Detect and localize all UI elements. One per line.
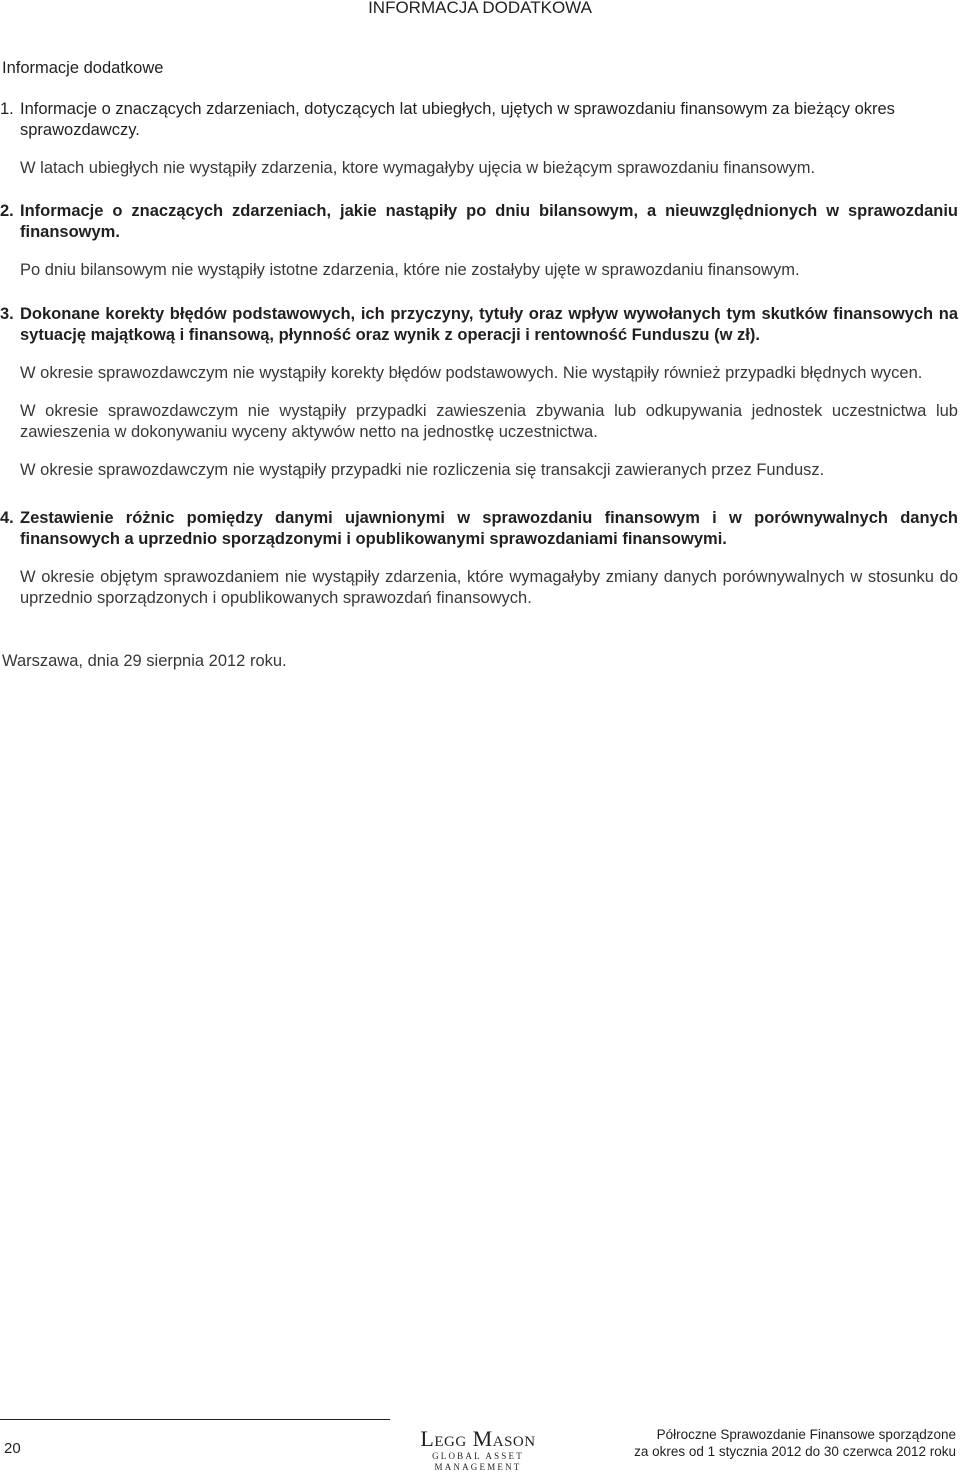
- footer-report-title: [634, 1426, 956, 1460]
- section-4: [0, 508, 958, 609]
- section-paragraph: W okresie sprawozdawczym nie wystąpiły korekty błędów podstawowych. Nie wystąpiły również przypadki błędnych wycen.: [20, 364, 923, 382]
- section-2: [0, 201, 958, 281]
- section-heading: [0, 304, 958, 346]
- logo-tagline: GLOBAL ASSET MANAGEMENT: [432, 1451, 524, 1472]
- footer-report-line-1: Półroczne Sprawozdanie Finansowe sporządzone: [656, 1427, 956, 1442]
- section-heading: [0, 201, 958, 243]
- section-heading-text: Informacje o znaczących zdarzeniach, dotyczących lat ubiegłych, ujętych w sprawozdaniu finansowym za bieżący okres sprawozdawczy.: [20, 100, 895, 139]
- section-heading-text: Informacje o znaczących zdarzeniach, jakie nastąpiły po dniu bilansowym, a nieuwzględnionych w sprawozdaniu finansowym.: [20, 202, 958, 241]
- section-number: 3.: [0, 305, 14, 323]
- signoff-place-date: Warszawa, dnia 29 sierpnia 2012 roku.: [2, 652, 287, 670]
- section-paragraph: W latach ubiegłych nie wystąpiły zdarzenia, ktore wymagałyby ujęcia w bieżącym sprawozdaniu finansowym.: [20, 159, 816, 177]
- logo-wordmark: Legg Mason: [420, 1426, 536, 1451]
- footer-report-line-2: za okres od 1 stycznia 2012 do 30 czerwca 2012 roku: [634, 1444, 956, 1459]
- section-heading: [0, 99, 958, 141]
- footer-divider: [0, 1419, 390, 1420]
- section-3: [0, 304, 958, 481]
- section-number: 1.: [0, 100, 14, 118]
- page-header-title: INFORMACJA DODATKOWA: [368, 0, 592, 17]
- section-paragraph: W okresie sprawozdawczym nie wystąpiły przypadki nie rozliczenia się transakcji zawieranych przez Fundusz.: [20, 461, 825, 479]
- section-number: 2.: [0, 202, 14, 220]
- legg-mason-logo: [402, 1426, 554, 1472]
- section-number: 4.: [0, 509, 14, 527]
- document-subtitle: Informacje dodatkowe: [2, 59, 164, 77]
- section-paragraph: W okresie sprawozdawczym nie wystąpiły przypadki zawieszenia zbywania lub odkupywania jednostek uczestnictwa lub zawieszenia w dokonywaniu wyceny aktywów netto na jednostkę uczestnictwa.: [20, 402, 958, 441]
- section-heading-text: Dokonane korekty błędów podstawowych, ich przyczyny, tytuły oraz wpływ wywołanych tym skutków finansowych na sytuację majątkową i finansową, płynność oraz wynik z operacji i rentowność Funduszu (w zł).: [20, 305, 958, 344]
- section-paragraph: W okresie objętym sprawozdaniem nie wystąpiły zdarzenia, które wymagałyby zmiany danych porównywalnych w stosunku do uprzednio sporządzonych i opublikowanych sprawozdań finansowych.: [20, 568, 958, 607]
- section-paragraph: Po dniu bilansowym nie wystąpiły istotne zdarzenia, które nie zostałyby ujęte w sprawozdaniu finansowym.: [20, 261, 800, 279]
- section-heading-text: Zestawienie różnic pomiędzy danymi ujawnionymi w sprawozdaniu finansowym i w porównywalnych danych finansowych a uprzednio sporządzonymi i opublikowanymi sprawozdaniami finansowymi.: [20, 509, 958, 548]
- section-heading: [0, 508, 958, 550]
- page-number: 20: [4, 1440, 21, 1457]
- section-1: [0, 99, 958, 179]
